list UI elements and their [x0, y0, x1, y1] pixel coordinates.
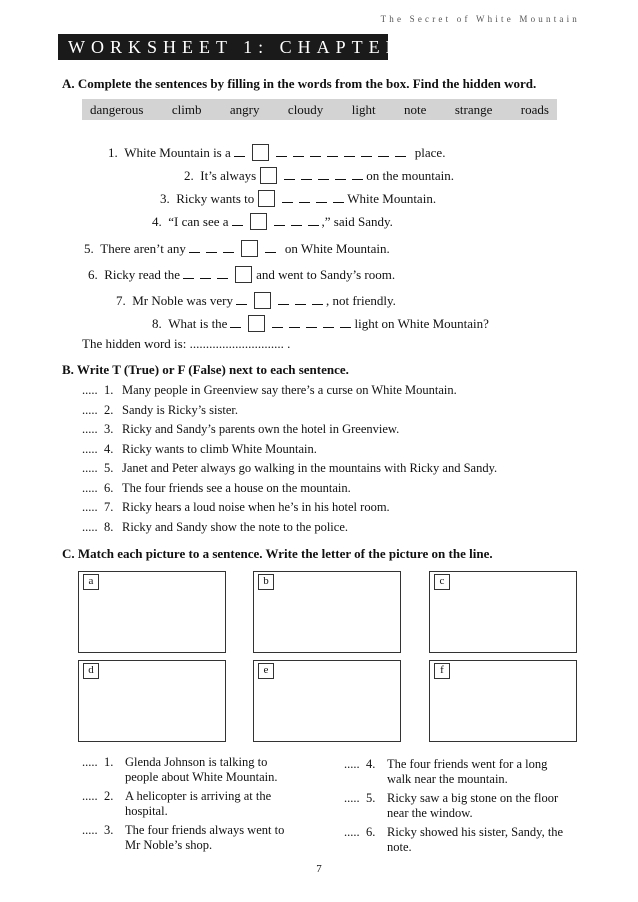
match-item: ..... 4. The four friends went for a long walk near the mountain. — [344, 757, 548, 786]
sentence-2: 2. It’s always on the mountain. — [184, 167, 454, 183]
picture-frame — [429, 660, 577, 742]
hidden-letter-box[interactable] — [248, 315, 265, 332]
answer-line[interactable]: ..... — [344, 757, 360, 771]
answer-line[interactable]: ..... — [344, 791, 360, 805]
tf-item: ..... 6. The four friends see a house on the mountain. — [82, 481, 351, 495]
sentence-6: 6. Ricky read the and went to Sandy’s room. — [88, 266, 396, 282]
sentence-8: 8. What is the light on White Mountain? — [152, 315, 489, 331]
answer-line[interactable]: ..... — [82, 823, 98, 837]
word-box-item: note — [404, 101, 427, 117]
tf-item: ..... 1. Many people in Greenview say there’s a curse on White Mountain. — [82, 383, 457, 397]
picture-label: d — [83, 663, 99, 679]
tf-item: ..... 8. Ricky and Sandy show the note to the police. — [82, 520, 349, 534]
hidden-letter-box[interactable] — [258, 190, 275, 207]
picture-label: b — [258, 574, 274, 590]
picture-frame — [78, 571, 226, 653]
match-item: ..... 5. Ricky saw a big stone on the floor near the window. — [344, 791, 559, 820]
hidden-letter-box[interactable] — [260, 167, 277, 184]
word-box-item: climb — [171, 101, 202, 117]
sentence-1: 1. White Mountain is a place. — [108, 144, 446, 160]
answer-line[interactable]: ..... — [82, 500, 98, 514]
word-box — [82, 99, 557, 120]
word-box-item: strange — [454, 101, 493, 117]
hidden-letter-box[interactable] — [250, 213, 267, 230]
tf-item: ..... 4. Ricky wants to climb White Mountain. — [82, 442, 317, 456]
sentence-5: 5. There aren’t any on White Mountain. — [84, 240, 390, 256]
hidden-letter-box[interactable] — [252, 144, 269, 161]
picture-frame — [78, 660, 226, 742]
hidden-letter-box[interactable] — [254, 292, 271, 309]
word-box-item: cloudy — [287, 101, 324, 117]
answer-line[interactable]: ..... — [82, 789, 98, 803]
match-item: ..... 1. Glenda Johnson is talking to people about White Mountain. — [82, 755, 278, 784]
answer-line[interactable]: ..... — [82, 442, 98, 456]
word-box-item: roads — [520, 101, 549, 117]
tf-item: ..... 2. Sandy is Ricky’s sister. — [82, 403, 238, 417]
picture-label: f — [434, 663, 450, 679]
answer-line[interactable]: ..... — [82, 422, 98, 436]
answer-line[interactable]: ..... — [82, 755, 98, 769]
picture-frame — [429, 571, 577, 653]
match-item: ..... 6. Ricky showed his sister, Sandy, the note. — [344, 825, 564, 854]
word-box-item: dangerous — [90, 101, 144, 117]
picture-frame — [253, 660, 401, 742]
running-head: The Secret of White Mountain — [380, 14, 580, 24]
answer-line[interactable]: ..... — [82, 481, 98, 495]
hidden-word-line[interactable]: The hidden word is: ............................. . — [82, 336, 291, 351]
sentence-7: 7. Mr Noble was very , not friendly. — [116, 292, 396, 308]
match-item: ..... 3. The four friends always went to Mr Noble’s shop. — [82, 823, 285, 852]
answer-line[interactable]: ..... — [344, 825, 360, 839]
sentence-4: 4. “I can see a ,” said Sandy. — [152, 213, 393, 229]
section-c-heading: C. Match each picture to a sentence. Write the letter of the picture on the line. — [62, 546, 493, 561]
picture-label: a — [83, 574, 99, 590]
answer-line[interactable]: ..... — [82, 461, 98, 475]
answer-line[interactable]: ..... — [82, 383, 98, 397]
section-b-heading: B. Write T (True) or F (False) next to each sentence. — [62, 362, 349, 377]
word-box-item: light — [351, 101, 376, 117]
section-a-heading: A. Complete the sentences by filling in the words from the box. Find the hidden word. — [62, 76, 537, 91]
tf-item: ..... 7. Ricky hears a loud noise when he’s in his hotel room. — [82, 500, 390, 514]
hidden-letter-box[interactable] — [241, 240, 258, 257]
answer-line[interactable]: ..... — [82, 403, 98, 417]
sentence-3: 3. Ricky wants to White Mountain. — [160, 190, 437, 206]
tf-item: ..... 3. Ricky and Sandy’s parents own the hotel in Greenview. — [82, 422, 400, 436]
tf-item: ..... 5. Janet and Peter always go walking in the mountains with Ricky and Sandy. — [82, 461, 498, 475]
answer-line[interactable]: ..... — [82, 520, 98, 534]
letter-blank[interactable] — [234, 148, 245, 157]
hidden-letter-box[interactable] — [235, 266, 252, 283]
match-item: ..... 2. A helicopter is arriving at the hospital. — [82, 789, 272, 818]
word-box-item: angry — [229, 101, 260, 117]
page-number: 7 — [316, 863, 322, 875]
worksheet-title: WORKSHEET 1: CHAPTERS 1–5 — [58, 34, 388, 60]
picture-frame — [253, 571, 401, 653]
picture-label: e — [258, 663, 274, 679]
picture-label: c — [434, 574, 450, 590]
